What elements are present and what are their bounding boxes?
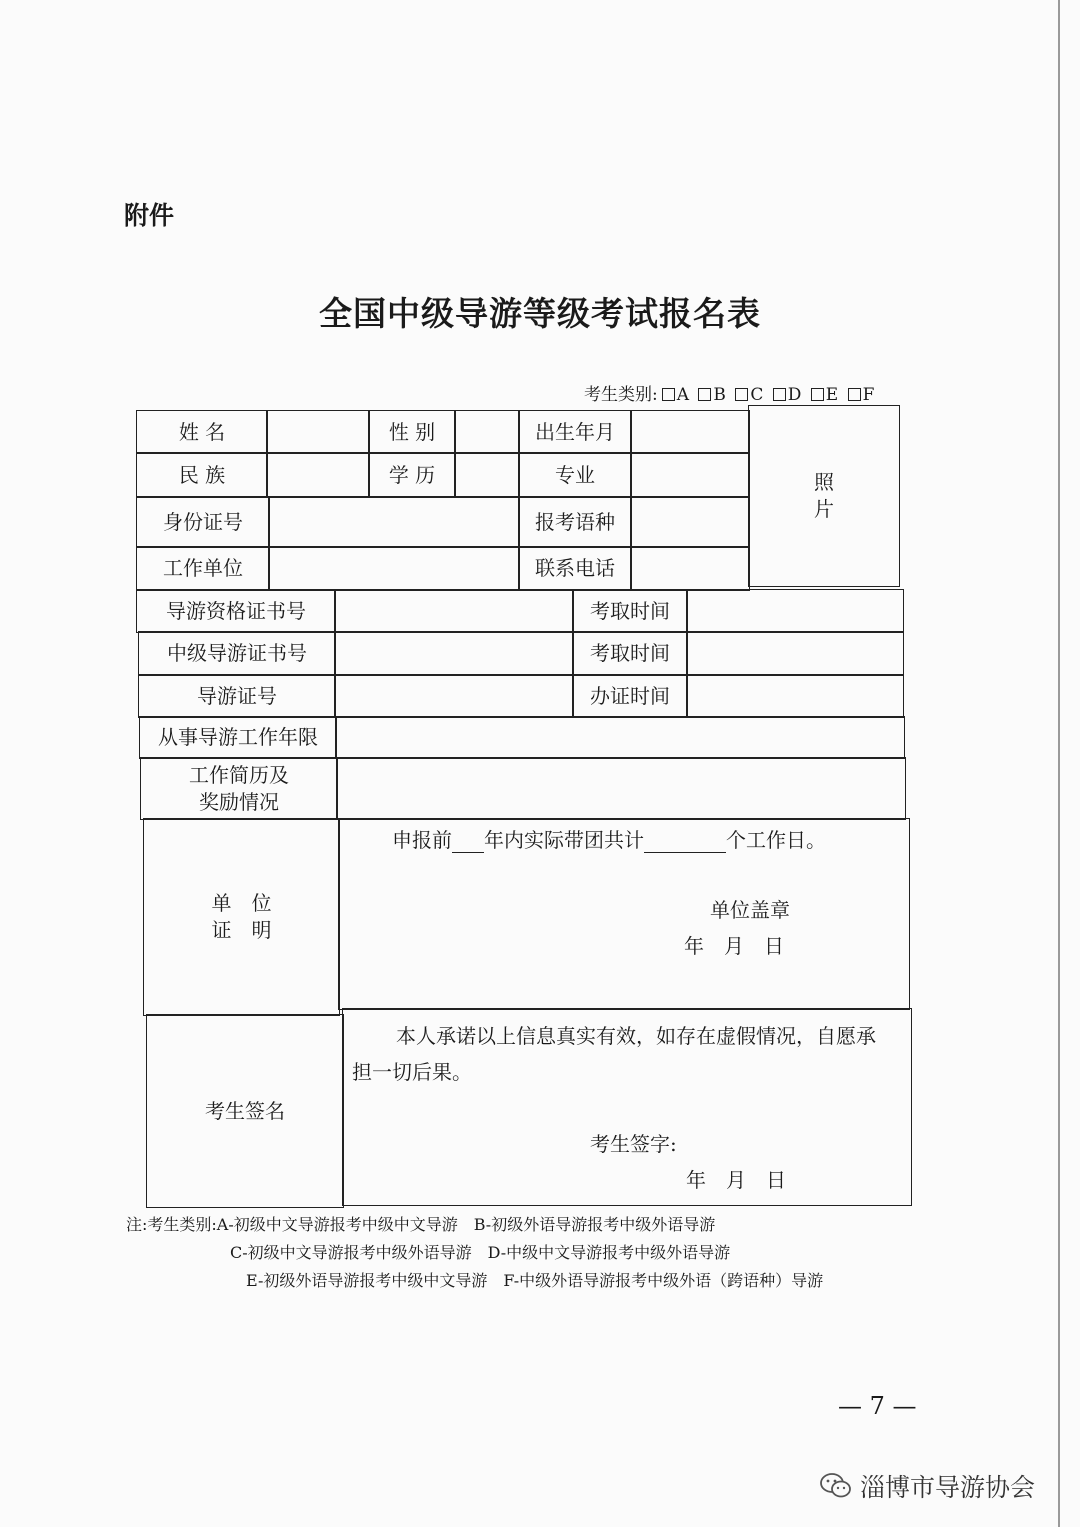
candidate-sign-label-cell: 考生签名 — [146, 1014, 344, 1208]
birth-label-cell: 出生年月 — [518, 410, 632, 454]
education-field[interactable] — [454, 452, 520, 498]
id-field[interactable] — [268, 496, 520, 548]
major-label-cell: 专业 — [518, 452, 632, 498]
category-option-e[interactable]: E — [811, 385, 838, 405]
watermark-text: 淄博市导游协会 — [860, 1473, 1036, 1502]
checkbox-icon[interactable] — [848, 388, 861, 401]
promise-text-line-2: 担一切后果。 — [352, 1060, 472, 1084]
form-title: 全国中级导游等级考试报名表 — [319, 294, 761, 333]
category-option-a[interactable]: A — [662, 385, 689, 405]
obtained-time-label-cell-2: 考取时间 — [572, 631, 688, 676]
unit-cert-statement: 申报前 年内实际带团共计 个工作日。 — [392, 828, 826, 852]
employer-field[interactable] — [268, 546, 520, 591]
ethnicity-label-cell: 民 族 — [136, 452, 268, 498]
name-label-cell: 姓 名 — [136, 410, 268, 454]
guide-qual-cert-label-cell: 导游资格证书号 — [136, 589, 336, 633]
exam-language-field[interactable] — [630, 496, 750, 548]
workdays-blank[interactable] — [644, 828, 726, 853]
note-line-2: C-初级中文导游报考中级外语导游 D-中级中文导游报考中级外语导游 — [230, 1243, 731, 1262]
page-number: — 7 — — [838, 1392, 917, 1420]
years-field[interactable] — [335, 716, 905, 759]
obtained-time-label-cell-1: 考取时间 — [572, 589, 688, 633]
checkbox-icon[interactable] — [773, 388, 786, 401]
obtained-time-field-1[interactable] — [686, 589, 904, 633]
mid-guide-cert-field[interactable] — [334, 631, 574, 676]
guide-card-label-cell: 导游证号 — [138, 674, 336, 718]
checkbox-icon[interactable] — [698, 388, 711, 401]
note-line-1: 注:考生类别:A-初级中文导游报考中级中文导游 B-初级外语导游报考中级外语导游 — [126, 1215, 716, 1234]
resume-label-cell: 工作简历及 奖励情况 — [140, 757, 338, 820]
major-field[interactable] — [630, 452, 750, 498]
employer-label-cell: 工作单位 — [136, 546, 270, 591]
issue-time-field[interactable] — [686, 674, 904, 718]
page-edge-line — [1058, 0, 1060, 1527]
gender-label-cell: 性 别 — [368, 410, 456, 454]
phone-field[interactable] — [630, 546, 750, 591]
photo-cell[interactable]: 照 片 — [748, 405, 900, 587]
attachment-label: 附件 — [124, 201, 175, 230]
ethnicity-field[interactable] — [266, 452, 370, 498]
category-option-d[interactable]: D — [773, 385, 802, 405]
guide-card-field[interactable] — [334, 674, 574, 718]
category-option-f[interactable]: F — [848, 385, 875, 405]
wechat-icon — [820, 1472, 852, 1500]
gender-field[interactable] — [454, 410, 520, 454]
obtained-time-field-2[interactable] — [686, 631, 904, 676]
id-label-cell: 身份证号 — [136, 496, 270, 548]
name-field[interactable] — [266, 410, 370, 454]
unit-cert-label-cell: 单 位 证 明 — [143, 818, 340, 1016]
watermark — [820, 1468, 1035, 1504]
mid-guide-cert-label-cell: 中级导游证书号 — [138, 631, 336, 676]
unit-date: 年 月 日 — [684, 934, 784, 958]
category-label: 考生类别: — [584, 385, 658, 405]
resume-field[interactable] — [336, 757, 906, 820]
candidate-signature-label: 考生签字: — [590, 1132, 677, 1156]
guide-qual-cert-field[interactable] — [334, 589, 574, 633]
unit-seal-label: 单位盖章 — [710, 898, 790, 922]
promise-text-line-1: 本人承诺以上信息真实有效，如存在虚假情况，自愿承 — [396, 1024, 876, 1048]
birth-field[interactable] — [630, 410, 750, 454]
phone-label-cell: 联系电话 — [518, 546, 632, 591]
issue-time-label-cell: 办证时间 — [572, 674, 688, 718]
checkbox-icon[interactable] — [662, 388, 675, 401]
candidate-category — [584, 380, 874, 405]
years-blank[interactable] — [452, 828, 484, 853]
checkbox-icon[interactable] — [811, 388, 824, 401]
note-line-3: E-初级外语导游报考中级中文导游 F-中级外语导游报考中级外语（跨语种）导游 — [246, 1271, 824, 1290]
years-label-cell: 从事导游工作年限 — [139, 716, 337, 759]
category-option-c[interactable]: C — [735, 385, 763, 405]
category-option-b[interactable]: B — [698, 385, 726, 405]
education-label-cell: 学 历 — [368, 452, 456, 498]
candidate-date: 年 月 日 — [686, 1168, 786, 1192]
checkbox-icon[interactable] — [735, 388, 748, 401]
exam-language-label-cell: 报考语种 — [518, 496, 632, 548]
